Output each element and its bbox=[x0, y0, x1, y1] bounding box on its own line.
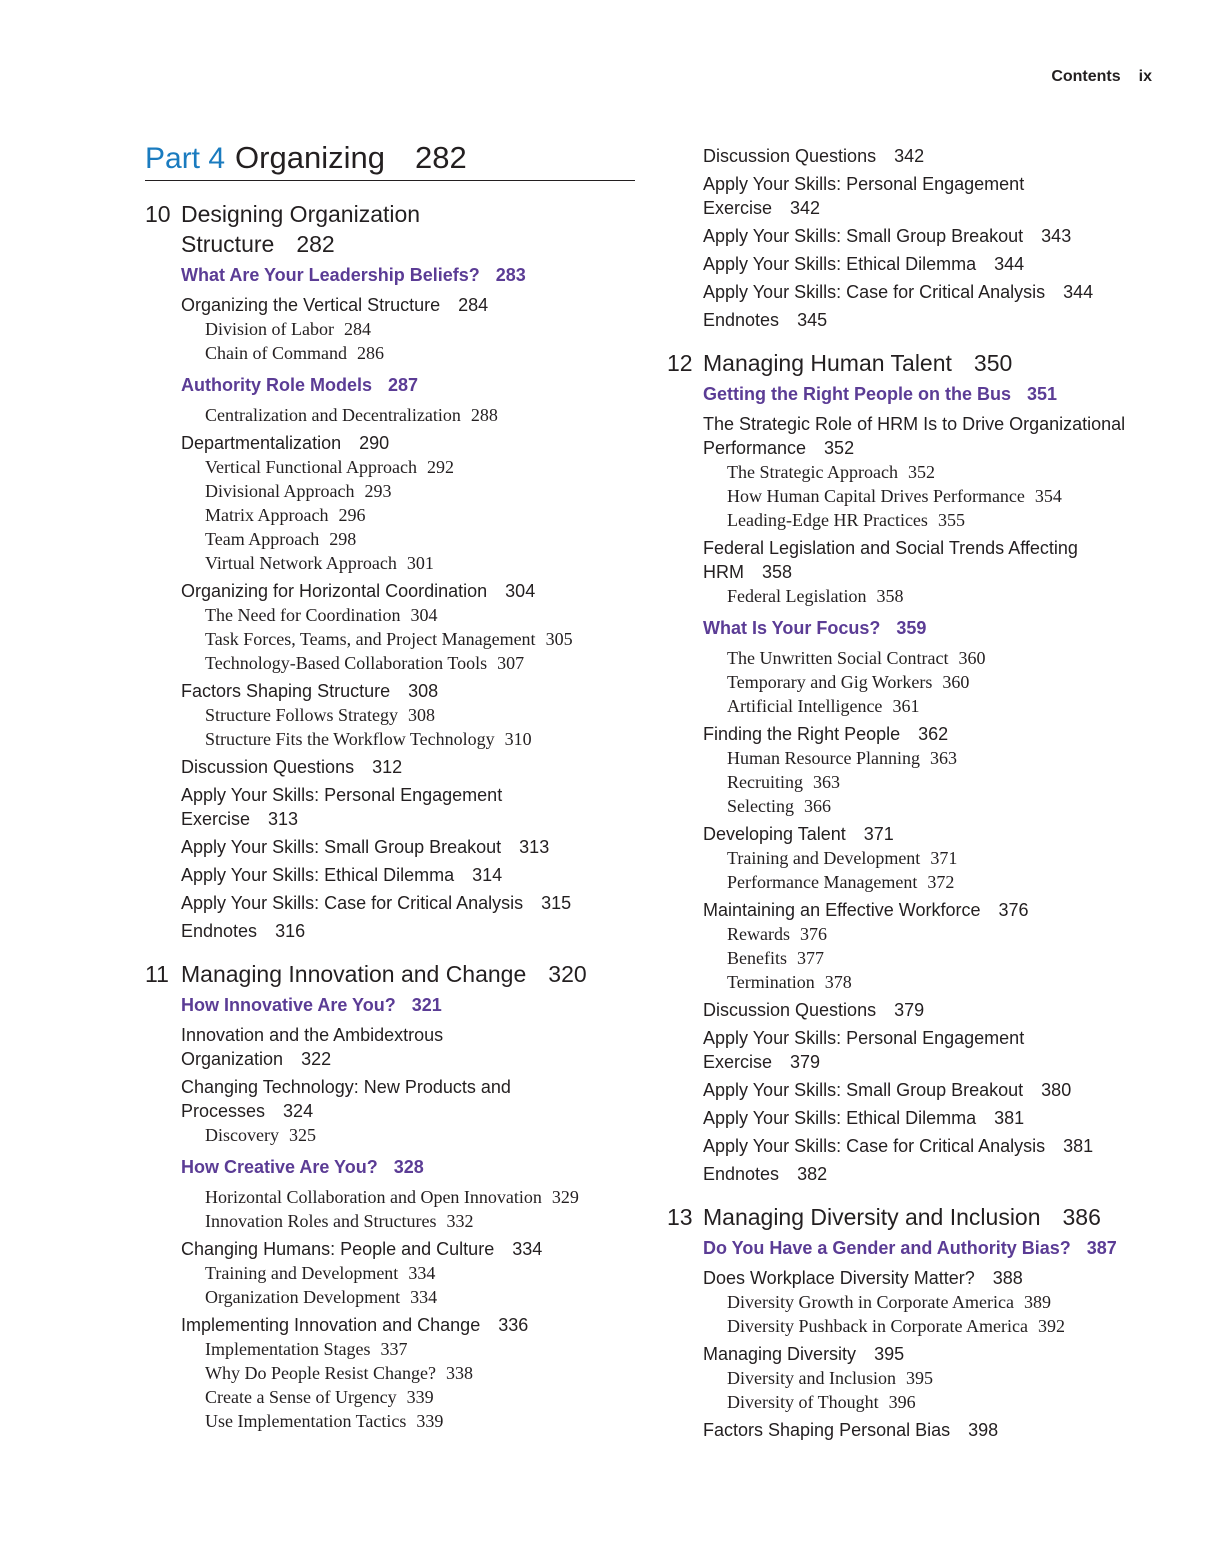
entry-page: 388 bbox=[992, 1268, 1023, 1288]
end-matter-entry[interactable] bbox=[181, 783, 541, 831]
entry-title: Apply Your Skills: Ethical Dilemma bbox=[703, 1108, 977, 1128]
end-matter-entry[interactable] bbox=[703, 280, 1167, 304]
page-number: ix bbox=[1138, 68, 1152, 85]
subsection-entry[interactable] bbox=[727, 770, 1167, 794]
subsection-entry[interactable] bbox=[205, 1361, 635, 1385]
entry-title: Endnotes bbox=[703, 310, 780, 330]
entry-title: Endnotes bbox=[181, 921, 258, 941]
entry-title: Leading-Edge HR Practices bbox=[727, 510, 928, 530]
subsection-entry[interactable] bbox=[205, 727, 635, 751]
feature-entry[interactable] bbox=[181, 373, 635, 397]
entry-page: 371 bbox=[863, 824, 894, 844]
entry-page: 380 bbox=[1041, 1080, 1072, 1100]
entry-page: 359 bbox=[896, 618, 927, 638]
entry-page: 355 bbox=[937, 510, 965, 530]
entry-title: Horizontal Collaboration and Open Innovation bbox=[205, 1187, 542, 1207]
entry-page: 314 bbox=[472, 865, 503, 885]
section-entry[interactable] bbox=[703, 536, 1113, 584]
entry-title: Diversity Growth in Corporate America bbox=[727, 1292, 1014, 1312]
feature-entry[interactable] bbox=[181, 1155, 635, 1179]
entry-page: 321 bbox=[411, 995, 442, 1015]
entry-page: 345 bbox=[797, 310, 828, 330]
entry-title: Federal Legislation and Social Trends Affecting HRM bbox=[703, 538, 1078, 582]
end-matter-entry[interactable] bbox=[181, 891, 635, 915]
entry-title: Benefits bbox=[727, 948, 787, 968]
end-matter-entry[interactable] bbox=[703, 252, 1167, 276]
entry-title: Apply Your Skills: Case for Critical Analysis bbox=[703, 282, 1046, 302]
end-matter-entry[interactable] bbox=[703, 308, 1167, 332]
subsection-entry[interactable] bbox=[205, 703, 635, 727]
entry-title: Factors Shaping Structure bbox=[181, 681, 391, 701]
entry-page: 315 bbox=[541, 893, 572, 913]
section-entry[interactable] bbox=[181, 1023, 501, 1071]
entry-title: Federal Legislation bbox=[727, 586, 867, 606]
chapter-title: Managing Human Talent bbox=[703, 350, 952, 376]
feature-entry[interactable] bbox=[181, 263, 635, 287]
subsection-entry[interactable] bbox=[727, 870, 1167, 894]
entry-page: 312 bbox=[372, 757, 403, 777]
entry-page: 328 bbox=[393, 1157, 424, 1177]
entry-title: Organizing for Horizontal Coordination bbox=[181, 581, 488, 601]
subsection-entry[interactable] bbox=[205, 403, 635, 427]
running-header-label: Contents bbox=[1051, 68, 1121, 85]
entry-page: 398 bbox=[968, 1420, 999, 1440]
entry-title: Selecting bbox=[727, 796, 794, 816]
chapter-title-block bbox=[181, 959, 635, 989]
entry-title: Divisional Approach bbox=[205, 481, 355, 501]
entry-title: Structure Follows Strategy bbox=[205, 705, 398, 725]
entry-title: Performance Management bbox=[727, 872, 918, 892]
subsection-entry[interactable] bbox=[205, 317, 635, 341]
entry-page: 316 bbox=[275, 921, 306, 941]
subsection-entry[interactable] bbox=[205, 1285, 635, 1309]
entry-title: Do You Have a Gender and Authority Bias? bbox=[703, 1238, 1071, 1258]
entry-page: 305 bbox=[545, 629, 573, 649]
chapter-title-block bbox=[703, 348, 1167, 378]
entry-title: Discussion Questions bbox=[181, 757, 355, 777]
chapter-title-block bbox=[703, 1202, 1167, 1232]
entry-title: Innovation Roles and Structures bbox=[205, 1211, 437, 1231]
subsection-entry[interactable] bbox=[205, 527, 635, 551]
entry-title: Implementing Innovation and Change bbox=[181, 1315, 481, 1335]
end-matter-entry[interactable] bbox=[703, 1162, 1167, 1186]
entry-title: Apply Your Skills: Ethical Dilemma bbox=[703, 254, 977, 274]
entry-page: 293 bbox=[364, 481, 392, 501]
entry-page: 290 bbox=[359, 433, 390, 453]
subsection-entry[interactable] bbox=[727, 646, 1167, 670]
entry-page: 339 bbox=[406, 1387, 434, 1407]
chapter-title-block bbox=[181, 199, 481, 259]
section-entry[interactable] bbox=[181, 1075, 551, 1123]
end-matter-entry[interactable] bbox=[703, 144, 1167, 168]
chapter-number: 11 bbox=[145, 961, 169, 987]
entry-title: Apply Your Skills: Personal Engagement Exercise bbox=[703, 1028, 1025, 1072]
subsection-entry[interactable] bbox=[205, 341, 635, 365]
subsection-entry[interactable] bbox=[205, 1185, 635, 1209]
entry-page: 360 bbox=[942, 672, 970, 692]
end-matter-entry[interactable] bbox=[181, 919, 635, 943]
subsection-entry[interactable] bbox=[205, 1337, 635, 1361]
chapter-page: 350 bbox=[973, 350, 1013, 376]
entry-title: Training and Development bbox=[205, 1263, 399, 1283]
entry-page: 360 bbox=[958, 648, 986, 668]
entry-page: 325 bbox=[288, 1125, 316, 1145]
entry-title: Chain of Command bbox=[205, 343, 347, 363]
chapter-page: 320 bbox=[548, 961, 587, 987]
end-matter-entry[interactable] bbox=[181, 755, 635, 779]
subsection-entry[interactable] bbox=[205, 1123, 635, 1147]
entry-title: Organizing the Vertical Structure bbox=[181, 295, 441, 315]
subsection-entry[interactable] bbox=[727, 922, 1167, 946]
entry-title: How Human Capital Drives Performance bbox=[727, 486, 1025, 506]
entry-title: Team Approach bbox=[205, 529, 320, 549]
subsection-entry[interactable] bbox=[205, 1261, 635, 1285]
chapter-number: 12 bbox=[667, 350, 693, 376]
entry-title: Virtual Network Approach bbox=[205, 553, 397, 573]
section-entry[interactable] bbox=[703, 412, 1167, 460]
entry-title: Getting the Right People on the Bus bbox=[703, 384, 1011, 404]
entry-page: 379 bbox=[790, 1052, 821, 1072]
entry-title: Structure Fits the Workflow Technology bbox=[205, 729, 495, 749]
end-matter-entry[interactable] bbox=[703, 1078, 1167, 1102]
running-header bbox=[1051, 68, 1152, 86]
toc-right-column bbox=[667, 140, 1167, 1442]
entry-page: 304 bbox=[410, 605, 438, 625]
entry-page: 308 bbox=[407, 705, 435, 725]
toc-left-column bbox=[145, 140, 635, 1433]
chapter-heading[interactable] bbox=[145, 959, 635, 989]
entry-page: 372 bbox=[927, 872, 955, 892]
entry-page: 377 bbox=[797, 948, 824, 968]
section-entry[interactable] bbox=[181, 679, 635, 703]
entry-page: 337 bbox=[380, 1339, 408, 1359]
entry-page: 387 bbox=[1086, 1238, 1117, 1258]
entry-title: Authority Role Models bbox=[181, 375, 373, 395]
entry-title: Apply Your Skills: Case for Critical Analysis bbox=[181, 893, 524, 913]
chapter-title: Managing Innovation and Change bbox=[181, 961, 527, 987]
subsection-entry[interactable] bbox=[727, 1366, 1167, 1390]
entry-page: 344 bbox=[1063, 282, 1094, 302]
chapter-title: Managing Diversity and Inclusion bbox=[703, 1204, 1041, 1230]
entry-title: How Innovative Are You? bbox=[181, 995, 396, 1015]
entry-page: 396 bbox=[888, 1392, 916, 1412]
entry-title: Use Implementation Tactics bbox=[205, 1411, 407, 1431]
entry-page: 378 bbox=[824, 972, 852, 992]
section-entry[interactable] bbox=[181, 1313, 635, 1337]
subsection-entry[interactable] bbox=[205, 603, 635, 627]
entry-title: Discussion Questions bbox=[703, 146, 877, 166]
chapter-heading[interactable] bbox=[667, 348, 1167, 378]
entry-title: Endnotes bbox=[703, 1164, 780, 1184]
section-entry[interactable] bbox=[703, 898, 1167, 922]
entry-page: 371 bbox=[930, 848, 958, 868]
entry-page: 284 bbox=[343, 319, 371, 339]
entry-page: 358 bbox=[876, 586, 904, 606]
entry-page: 308 bbox=[408, 681, 439, 701]
end-matter-entry[interactable] bbox=[181, 835, 635, 859]
entry-page: 352 bbox=[907, 462, 935, 482]
entry-page: 381 bbox=[994, 1108, 1025, 1128]
subsection-entry[interactable] bbox=[727, 846, 1167, 870]
subsection-entry[interactable] bbox=[727, 484, 1167, 508]
part-page: 282 bbox=[414, 140, 467, 175]
entry-page: 329 bbox=[551, 1187, 579, 1207]
entry-title: Temporary and Gig Workers bbox=[727, 672, 933, 692]
entry-page: 336 bbox=[498, 1315, 529, 1335]
end-matter-entry[interactable] bbox=[703, 1026, 1063, 1074]
feature-entry[interactable] bbox=[703, 616, 1167, 640]
entry-title: Create a Sense of Urgency bbox=[205, 1387, 397, 1407]
entry-page: 381 bbox=[1063, 1136, 1094, 1156]
entry-page: 379 bbox=[894, 1000, 925, 1020]
chapter-heading[interactable] bbox=[145, 199, 635, 259]
subsection-entry[interactable] bbox=[727, 794, 1167, 818]
entry-title: Artificial Intelligence bbox=[727, 696, 883, 716]
subsection-entry[interactable] bbox=[727, 1314, 1167, 1338]
entry-title: Factors Shaping Personal Bias bbox=[703, 1420, 951, 1440]
entry-page: 382 bbox=[797, 1164, 828, 1184]
entry-page: 298 bbox=[329, 529, 357, 549]
entry-title: Discussion Questions bbox=[703, 1000, 877, 1020]
section-entry[interactable] bbox=[703, 1418, 1167, 1442]
entry-title: The Strategic Role of HRM Is to Drive Organizational Performance bbox=[703, 414, 1126, 458]
entry-page: 334 bbox=[410, 1287, 438, 1307]
chapter-page: 386 bbox=[1062, 1204, 1101, 1230]
entry-title: What Is Your Focus? bbox=[703, 618, 881, 638]
entry-title: Apply Your Skills: Small Group Breakout bbox=[703, 1080, 1024, 1100]
entry-title: Diversity of Thought bbox=[727, 1392, 879, 1412]
entry-title: Organization Development bbox=[205, 1287, 401, 1307]
entry-title: Apply Your Skills: Small Group Breakout bbox=[181, 837, 502, 857]
entry-title: What Are Your Leadership Beliefs? bbox=[181, 265, 480, 285]
subsection-entry[interactable] bbox=[727, 746, 1167, 770]
chapter-title: Designing Organization Structure bbox=[181, 201, 421, 257]
entry-title: Departmentalization bbox=[181, 433, 342, 453]
entry-title: Why Do People Resist Change? bbox=[205, 1363, 436, 1383]
entry-page: 392 bbox=[1037, 1316, 1065, 1336]
entry-page: 363 bbox=[929, 748, 957, 768]
entry-title: The Strategic Approach bbox=[727, 462, 898, 482]
entry-title: Developing Talent bbox=[703, 824, 846, 844]
entry-title: The Need for Coordination bbox=[205, 605, 401, 625]
end-matter-entry[interactable] bbox=[703, 172, 1063, 220]
entry-title: Apply Your Skills: Ethical Dilemma bbox=[181, 865, 455, 885]
entry-page: 342 bbox=[790, 198, 821, 218]
section-entry[interactable] bbox=[703, 1266, 1167, 1290]
entry-page: 283 bbox=[495, 265, 526, 285]
subsection-entry[interactable] bbox=[727, 1290, 1167, 1314]
chapter-heading[interactable] bbox=[667, 1202, 1167, 1232]
feature-entry[interactable] bbox=[703, 1236, 1167, 1260]
entry-page: 287 bbox=[388, 375, 419, 395]
subsection-entry[interactable] bbox=[205, 1209, 635, 1233]
end-matter-entry[interactable] bbox=[703, 224, 1167, 248]
entry-title: Training and Development bbox=[727, 848, 921, 868]
end-matter-entry[interactable] bbox=[703, 1134, 1167, 1158]
entry-page: 322 bbox=[301, 1049, 332, 1069]
subsection-entry[interactable] bbox=[205, 1385, 635, 1409]
entry-page: 286 bbox=[357, 343, 384, 363]
entry-page: 338 bbox=[445, 1363, 473, 1383]
entry-page: 310 bbox=[504, 729, 532, 749]
subsection-entry[interactable] bbox=[727, 584, 1167, 608]
entry-page: 307 bbox=[497, 653, 525, 673]
entry-page: 332 bbox=[446, 1211, 474, 1231]
entry-page: 389 bbox=[1023, 1292, 1051, 1312]
entry-page: 358 bbox=[762, 562, 793, 582]
section-entry[interactable] bbox=[703, 722, 1167, 746]
subsection-entry[interactable] bbox=[205, 651, 635, 675]
part-label: Part 4 bbox=[145, 142, 226, 175]
entry-page: 362 bbox=[918, 724, 949, 744]
entry-title: Technology-Based Collaboration Tools bbox=[205, 653, 488, 673]
entry-title: Matrix Approach bbox=[205, 505, 329, 525]
entry-page: 351 bbox=[1027, 384, 1058, 404]
entry-page: 296 bbox=[338, 505, 366, 525]
entry-page: 334 bbox=[512, 1239, 543, 1259]
feature-entry[interactable] bbox=[181, 993, 635, 1017]
entry-page: 366 bbox=[803, 796, 831, 816]
entry-page: 334 bbox=[408, 1263, 436, 1283]
entry-page: 344 bbox=[994, 254, 1025, 274]
section-entry[interactable] bbox=[703, 822, 1167, 846]
subsection-entry[interactable] bbox=[205, 551, 635, 575]
entry-title: Diversity and Inclusion bbox=[727, 1368, 896, 1388]
section-entry[interactable] bbox=[703, 1342, 1167, 1366]
entry-title: Maintaining an Effective Workforce bbox=[703, 900, 981, 920]
entry-page: 313 bbox=[268, 809, 299, 829]
entry-title: Task Forces, Teams, and Project Management bbox=[205, 629, 536, 649]
entry-title: Finding the Right People bbox=[703, 724, 901, 744]
entry-title: Managing Diversity bbox=[703, 1344, 857, 1364]
entry-page: 342 bbox=[894, 146, 925, 166]
entry-page: 313 bbox=[519, 837, 550, 857]
entry-title: Does Workplace Diversity Matter? bbox=[703, 1268, 975, 1288]
section-entry[interactable] bbox=[181, 579, 635, 603]
subsection-entry[interactable] bbox=[727, 670, 1167, 694]
entry-title: Rewards bbox=[727, 924, 790, 944]
entry-page: 324 bbox=[283, 1101, 314, 1121]
subsection-entry[interactable] bbox=[205, 503, 635, 527]
entry-page: 361 bbox=[892, 696, 920, 716]
part-heading bbox=[145, 140, 635, 181]
entry-page: 339 bbox=[416, 1411, 444, 1431]
subsection-entry[interactable] bbox=[727, 694, 1167, 718]
entry-page: 376 bbox=[799, 924, 827, 944]
feature-entry[interactable] bbox=[703, 382, 1167, 406]
entry-title: Centralization and Decentralization bbox=[205, 405, 461, 425]
entry-title: How Creative Are You? bbox=[181, 1157, 378, 1177]
entry-page: 288 bbox=[470, 405, 498, 425]
entry-title: Vertical Functional Approach bbox=[205, 457, 417, 477]
entry-title: Apply Your Skills: Personal Engagement Exercise bbox=[703, 174, 1025, 218]
subsection-entry[interactable] bbox=[727, 460, 1167, 484]
section-entry[interactable] bbox=[181, 293, 635, 317]
subsection-entry[interactable] bbox=[205, 455, 635, 479]
entry-title: Apply Your Skills: Personal Engagement Exercise bbox=[181, 785, 503, 829]
entry-title: Apply Your Skills: Small Group Breakout bbox=[703, 226, 1024, 246]
entry-page: 363 bbox=[812, 772, 840, 792]
subsection-entry[interactable] bbox=[727, 508, 1167, 532]
entry-page: 292 bbox=[426, 457, 454, 477]
subsection-entry[interactable] bbox=[727, 1390, 1167, 1414]
entry-title: Innovation and the Ambidextrous Organization bbox=[181, 1025, 444, 1069]
entry-title: Human Resource Planning bbox=[727, 748, 920, 768]
entry-page: 376 bbox=[998, 900, 1029, 920]
subsection-entry[interactable] bbox=[205, 1409, 635, 1433]
entry-title: Diversity Pushback in Corporate America bbox=[727, 1316, 1028, 1336]
end-matter-entry[interactable] bbox=[181, 863, 635, 887]
entry-title: Changing Technology: New Products and Processes bbox=[181, 1077, 511, 1121]
subsection-entry[interactable] bbox=[727, 970, 1167, 994]
entry-page: 395 bbox=[905, 1368, 933, 1388]
entry-title: Discovery bbox=[205, 1125, 279, 1145]
entry-page: 354 bbox=[1034, 486, 1062, 506]
chapter-page: 282 bbox=[296, 231, 335, 257]
entry-title: Apply Your Skills: Case for Critical Analysis bbox=[703, 1136, 1046, 1156]
part-title: Organizing bbox=[235, 140, 385, 175]
end-matter-entry[interactable] bbox=[703, 1106, 1167, 1130]
section-entry[interactable] bbox=[181, 431, 635, 455]
chapter-number: 10 bbox=[145, 201, 171, 227]
section-entry[interactable] bbox=[181, 1237, 635, 1261]
entry-title: Changing Humans: People and Culture bbox=[181, 1239, 495, 1259]
entry-page: 395 bbox=[874, 1344, 905, 1364]
entry-title: Recruiting bbox=[727, 772, 803, 792]
subsection-entry[interactable] bbox=[205, 627, 635, 651]
entry-page: 343 bbox=[1041, 226, 1072, 246]
entry-title: Termination bbox=[727, 972, 815, 992]
entry-title: Implementation Stages bbox=[205, 1339, 371, 1359]
end-matter-entry[interactable] bbox=[703, 998, 1167, 1022]
entry-page: 301 bbox=[406, 553, 434, 573]
entry-page: 284 bbox=[458, 295, 489, 315]
subsection-entry[interactable] bbox=[205, 479, 635, 503]
subsection-entry[interactable] bbox=[727, 946, 1167, 970]
entry-page: 352 bbox=[824, 438, 855, 458]
entry-title: Division of Labor bbox=[205, 319, 334, 339]
entry-page: 304 bbox=[505, 581, 536, 601]
chapter-number: 13 bbox=[667, 1204, 693, 1230]
entry-title: The Unwritten Social Contract bbox=[727, 648, 949, 668]
